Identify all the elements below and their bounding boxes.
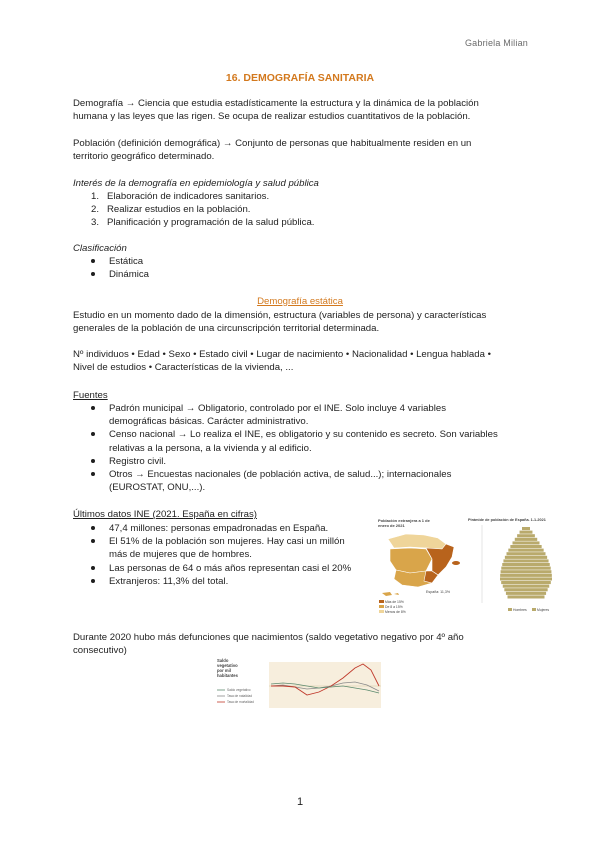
pyramid-bar [526,559,549,562]
estatica-line-2: generales de la población de una circunscripción territorial determinada. [73,323,380,334]
fuentes-item: Censo nacional → Lo realiza el INE, es obligatorio y su contenido es secreto. Son variables relativas a la persona, a la vivienda y al edificio. [109,428,529,454]
pyramid-bar [526,595,545,598]
pyramid-bar [506,592,526,595]
map-legend-label: Menos de 8% [385,610,406,614]
pyramid-bar [520,531,526,534]
map-canary-islands [382,592,399,596]
saldo-legend-label: Tasa de natalidad [227,694,252,698]
saldo-title-2: vegetativo [217,663,238,668]
pyramid-bar [526,585,549,588]
pyramid-bar [526,549,544,552]
pyramid-legend-label: Mujeres [537,608,550,612]
pyramid-bar [505,556,526,559]
defunciones-line-2: consecutivo) [73,645,127,656]
fuentes-list [109,402,529,494]
poblacion-line-2: territorio geográfico determinado. [73,151,215,162]
ine-heading: Últimos datos INE (2021. España en cifras) [73,509,257,520]
map-title-1: Población extranjera a 1 de [378,518,430,523]
document-title: 16. DEMOGRAFÍA SANITARIA [225,72,375,84]
pyramid-bar [526,531,532,534]
pyramid-bar [526,577,552,580]
pyramid-bar [501,567,526,570]
saldo-title-3: por mil [217,668,231,673]
pyramid-bar [526,556,547,559]
clasificacion-item: Dinámica [109,268,529,281]
pyramid-legend-swatch-men [508,608,512,611]
page-number: 1 [296,796,304,808]
map-region-north [388,534,446,549]
pyramid-bar [503,559,526,562]
map-legend-label: De 8 a 15% [385,605,403,609]
ine-list [109,522,369,588]
pyramid-bar [501,570,526,573]
map-balearic-islands [452,561,460,565]
variables-line-2: Nivel de estudios • Características de la vivienda, ... [73,362,294,373]
pyramid-bar [504,588,526,591]
fuentes-heading: Fuentes [73,390,108,401]
pyramid-bar [507,552,526,555]
map-legend-label: Más de 15% [385,600,404,604]
interes-item: 2. Realizar estudios en la población. [91,204,251,216]
author-name: Gabriela Milian [464,38,528,48]
saldo-title-1: Saldo [217,658,229,663]
variables-line-1: Nº individuos • Edad • Sexo • Estado civil • Lugar de nacimiento • Nacionalidad • Lengua hablada • [73,349,491,360]
clasificacion-item: Estática [109,255,529,268]
saldo-legend-label: Tasa de mortalidad [227,700,254,704]
demografia-line-1: Demografía → Ciencia que estudia estadísticamente la estructura y la dinámica de la población [73,98,479,109]
estatica-line-1: Estudio en un momento dado de la dimensión, estructura (variables de persona) y características [73,310,487,321]
pyramid-bar [501,581,526,584]
interes-heading: Interés de la demografía en epidemiología y salud pública [73,178,319,189]
clasificacion-list [109,255,529,281]
pyramid-bar [526,552,545,555]
pyramid-bar [526,538,537,541]
poblacion-line-1: Población (definición demográfica) → Conjunto de personas que habitualmente residen en un [73,138,472,149]
interes-item: 3. Planificación y programación de la salud pública. [91,217,315,229]
pyramid-bar [526,592,546,595]
defunciones-line-1: Durante 2020 hubo más defunciones que nacimientos (saldo vegetativo negativo por 4º año [73,632,464,643]
map-region-center [390,548,432,573]
pyramid-bar [503,585,526,588]
pyramid-bar [526,545,542,548]
pyramid-bar [526,541,539,544]
pyramid-bar [517,534,526,537]
clasificacion-heading: Clasificación [73,243,127,254]
ine-item: El 51% de la población son mujeres. Hay casi un millón más de mujeres que de hombres. [109,535,369,561]
pyramid-bar [510,545,526,548]
pyramid-bar [526,588,548,591]
saldo-vegetativo-chart [213,656,385,718]
map-legend-swatch-mid [379,605,384,608]
ine-item: Extranjeros: 11,3% del total. [109,575,369,588]
map-note: España: 11,3% [426,590,451,594]
foreign-population-map [376,515,466,615]
fuentes-item: Otros → Encuestas nacionales (de población activa, de salud...); internacionales (EUROSTAT, ONU,...). [109,468,529,494]
pyramid-bar [500,574,526,577]
interes-item: 1. Elaboración de indicadores sanitarios. [91,191,270,202]
ine-item: Las personas de 64 o más años representan casi el 20% [109,562,369,575]
map-title-2: enero de 2021 [378,523,405,528]
pyramid-bar [508,595,527,598]
ine-item: 47,4 millones: personas empadronadas en España. [109,522,369,535]
pyramid-title: Pirámide de población de España. 1-1-2021 [468,518,546,522]
pyramid-bar [522,527,526,530]
map-legend-swatch-light [379,610,384,613]
pyramid-bar [513,541,526,544]
pyramid-bar [500,577,526,580]
pyramid-bar [508,549,526,552]
fuentes-item: Registro civil. [109,455,529,468]
saldo-plot-area [269,662,381,708]
estatica-heading: Demografía estática [257,296,343,307]
pyramid-bar [526,570,551,573]
pyramid-bar [526,581,551,584]
pyramid-bar [526,574,552,577]
demografia-line-2: humana y las leyes que las rigen. Se ocupa de realizar estudios cuantitativos de la población. [73,111,471,122]
population-pyramid [466,515,576,615]
pyramid-legend-label: Hombres [513,608,527,612]
map-legend-swatch-dark [379,600,384,603]
fuentes-item: Padrón municipal → Obligatorio, controlado por el INE. Solo incluye 4 variables demográficas básicas. Carácter administrativo. [109,402,529,428]
pyramid-bar [526,563,550,566]
pyramid-bar [526,567,551,570]
pyramid-legend-swatch-women [532,608,536,611]
pyramid-bars [500,527,552,599]
saldo-legend-label: Saldo vegetativo [227,688,251,692]
pyramid-bar [515,538,526,541]
interes-list [91,190,527,230]
pyramid-bar [502,563,526,566]
pyramid-bar [526,527,530,530]
saldo-title-4: habitantes [217,673,238,678]
pyramid-bar [526,534,535,537]
